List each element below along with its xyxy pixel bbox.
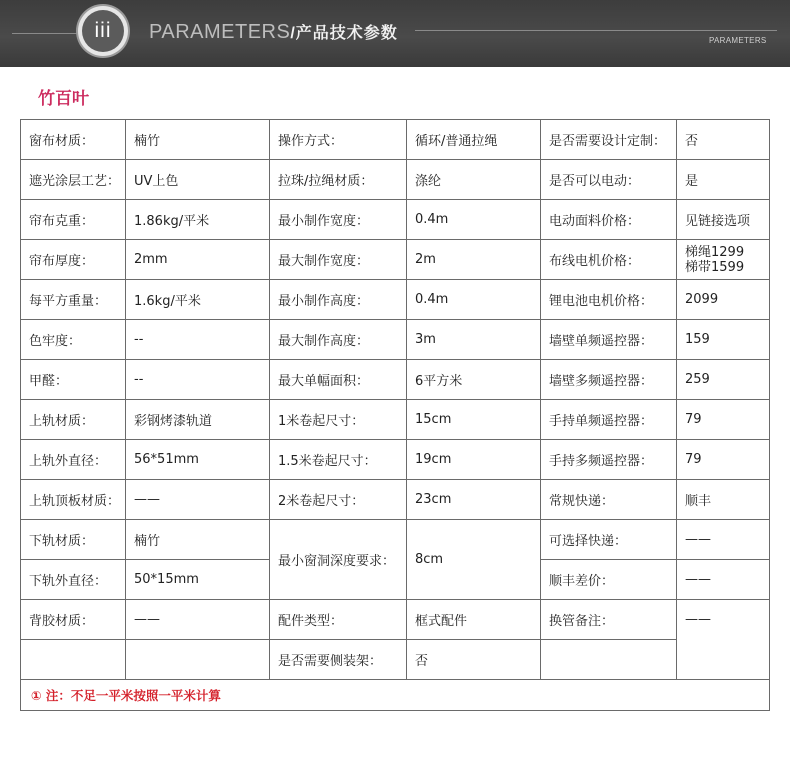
spec-value: 否 xyxy=(407,640,541,680)
table-row xyxy=(21,440,770,480)
spec-label: 帘布克重： xyxy=(21,200,126,240)
table-row xyxy=(21,600,770,640)
spec-value: —— xyxy=(126,600,270,640)
spec-value: —— xyxy=(677,520,770,560)
table-row xyxy=(21,280,770,320)
spec-label: 最小制作高度： xyxy=(270,280,407,320)
spec-label: 最小窗洞深度要求： xyxy=(270,520,407,600)
spec-label: 下轨外直径： xyxy=(21,560,126,600)
spec-value: 19cm xyxy=(407,440,541,480)
spec-label: 1.5米卷起尺寸： xyxy=(270,440,407,480)
spec-label: 手持单频遥控器： xyxy=(541,400,677,440)
spec-value: 259 xyxy=(677,360,770,400)
spec-label: 最大制作宽度： xyxy=(270,240,407,280)
table-row xyxy=(21,320,770,360)
spec-label: 遮光涂层工艺： xyxy=(21,160,126,200)
spec-label: 甲醛： xyxy=(21,360,126,400)
table-row xyxy=(21,360,770,400)
spec-value: 否 xyxy=(677,120,770,160)
badge-text: iii xyxy=(82,10,124,52)
spec-table xyxy=(20,119,770,711)
spec-label: 下轨材质： xyxy=(21,520,126,560)
parameters-badge-icon xyxy=(78,6,128,56)
spec-value: 159 xyxy=(677,320,770,360)
banner-title-cn: /产品技术参数 xyxy=(290,25,398,42)
banner-title xyxy=(149,20,398,44)
spec-label: 是否需要侧装架： xyxy=(270,640,407,680)
spec-label: 1米卷起尺寸： xyxy=(270,400,407,440)
spec-value: 是 xyxy=(677,160,770,200)
spec-value: 2mm xyxy=(126,240,270,280)
spec-value: 79 xyxy=(677,400,770,440)
spec-label: 锂电池电机价格： xyxy=(541,280,677,320)
parameters-banner xyxy=(0,0,790,67)
spec-label: 上轨顶板材质： xyxy=(21,480,126,520)
table-row xyxy=(21,520,770,560)
spec-value: 2m xyxy=(407,240,541,280)
spec-value: 1.86kg/平米 xyxy=(126,200,270,240)
spec-value: 56*51mm xyxy=(126,440,270,480)
spec-value: 0.4m xyxy=(407,200,541,240)
spec-value: 彩钢烤漆轨道 xyxy=(126,400,270,440)
table-row xyxy=(21,640,770,680)
spec-label: 最大制作高度： xyxy=(270,320,407,360)
banner-title-en: PARAMETERS xyxy=(149,21,291,43)
spec-value: 楠竹 xyxy=(126,520,270,560)
spec-label: 每平方重量： xyxy=(21,280,126,320)
table-row xyxy=(21,200,770,240)
spec-label: 是否可以电动： xyxy=(541,160,677,200)
spec-value: 8cm xyxy=(407,520,541,600)
spec-value: 6平方米 xyxy=(407,360,541,400)
spec-value: 顺丰 xyxy=(677,480,770,520)
table-row xyxy=(21,240,770,280)
table-row xyxy=(21,400,770,440)
spec-label xyxy=(541,640,677,680)
spec-label: 常规快递： xyxy=(541,480,677,520)
spec-value: 见链接选项 xyxy=(677,200,770,240)
spec-label: 可选择快递： xyxy=(541,520,677,560)
spec-label: 最大单幅面积： xyxy=(270,360,407,400)
spec-label: 帘布厚度： xyxy=(21,240,126,280)
spec-value: —— xyxy=(126,480,270,520)
spec-value: —— xyxy=(677,560,770,600)
spec-label: 墙壁多频遥控器： xyxy=(541,360,677,400)
spec-label: 换管备注： xyxy=(541,600,677,640)
spec-label: 墙壁单频遥控器： xyxy=(541,320,677,360)
spec-value: 框式配件 xyxy=(407,600,541,640)
table-row xyxy=(21,480,770,520)
spec-value: 1.6kg/平米 xyxy=(126,280,270,320)
spec-value: 50*15mm xyxy=(126,560,270,600)
spec-label: 顺丰差价： xyxy=(541,560,677,600)
spec-value: 楠竹 xyxy=(126,120,270,160)
spec-label: 配件类型： xyxy=(270,600,407,640)
product-title: 竹百叶 xyxy=(38,89,89,109)
spec-value: —— xyxy=(677,600,770,680)
spec-value: UV上色 xyxy=(126,160,270,200)
spec-label: 拉珠/拉绳材质： xyxy=(270,160,407,200)
spec-value: 15cm xyxy=(407,400,541,440)
spec-value: 涤纶 xyxy=(407,160,541,200)
spec-value: -- xyxy=(126,360,270,400)
banner-divider-right xyxy=(415,30,777,31)
banner-divider-left xyxy=(12,33,80,34)
spec-value: 2099 xyxy=(677,280,770,320)
spec-label: 上轨外直径： xyxy=(21,440,126,480)
spec-label: 操作方式： xyxy=(270,120,407,160)
spec-label: 最小制作宽度： xyxy=(270,200,407,240)
table-row xyxy=(21,160,770,200)
spec-value: 循环/普通拉绳 xyxy=(407,120,541,160)
spec-value: 79 xyxy=(677,440,770,480)
spec-value xyxy=(126,640,270,680)
spec-value: 梯绳1299 梯带1599 xyxy=(677,240,770,280)
spec-label: 布线电机价格： xyxy=(541,240,677,280)
spec-label: 窗布材质： xyxy=(21,120,126,160)
note-text: ① 注：不足一平米按照一平米计算 xyxy=(21,680,770,711)
spec-value: 3m xyxy=(407,320,541,360)
spec-label: 背胶材质： xyxy=(21,600,126,640)
spec-label: 色牢度： xyxy=(21,320,126,360)
spec-label: 电动面料价格： xyxy=(541,200,677,240)
table-row xyxy=(21,120,770,160)
banner-small-label: PARAMETERS xyxy=(709,36,767,45)
note-row xyxy=(21,680,770,711)
spec-value: 23cm xyxy=(407,480,541,520)
spec-label: 上轨材质： xyxy=(21,400,126,440)
spec-value: 0.4m xyxy=(407,280,541,320)
spec-label: 是否需要设计定制： xyxy=(541,120,677,160)
spec-label: 手持多频遥控器： xyxy=(541,440,677,480)
spec-label xyxy=(21,640,126,680)
spec-value: -- xyxy=(126,320,270,360)
spec-label: 2米卷起尺寸： xyxy=(270,480,407,520)
